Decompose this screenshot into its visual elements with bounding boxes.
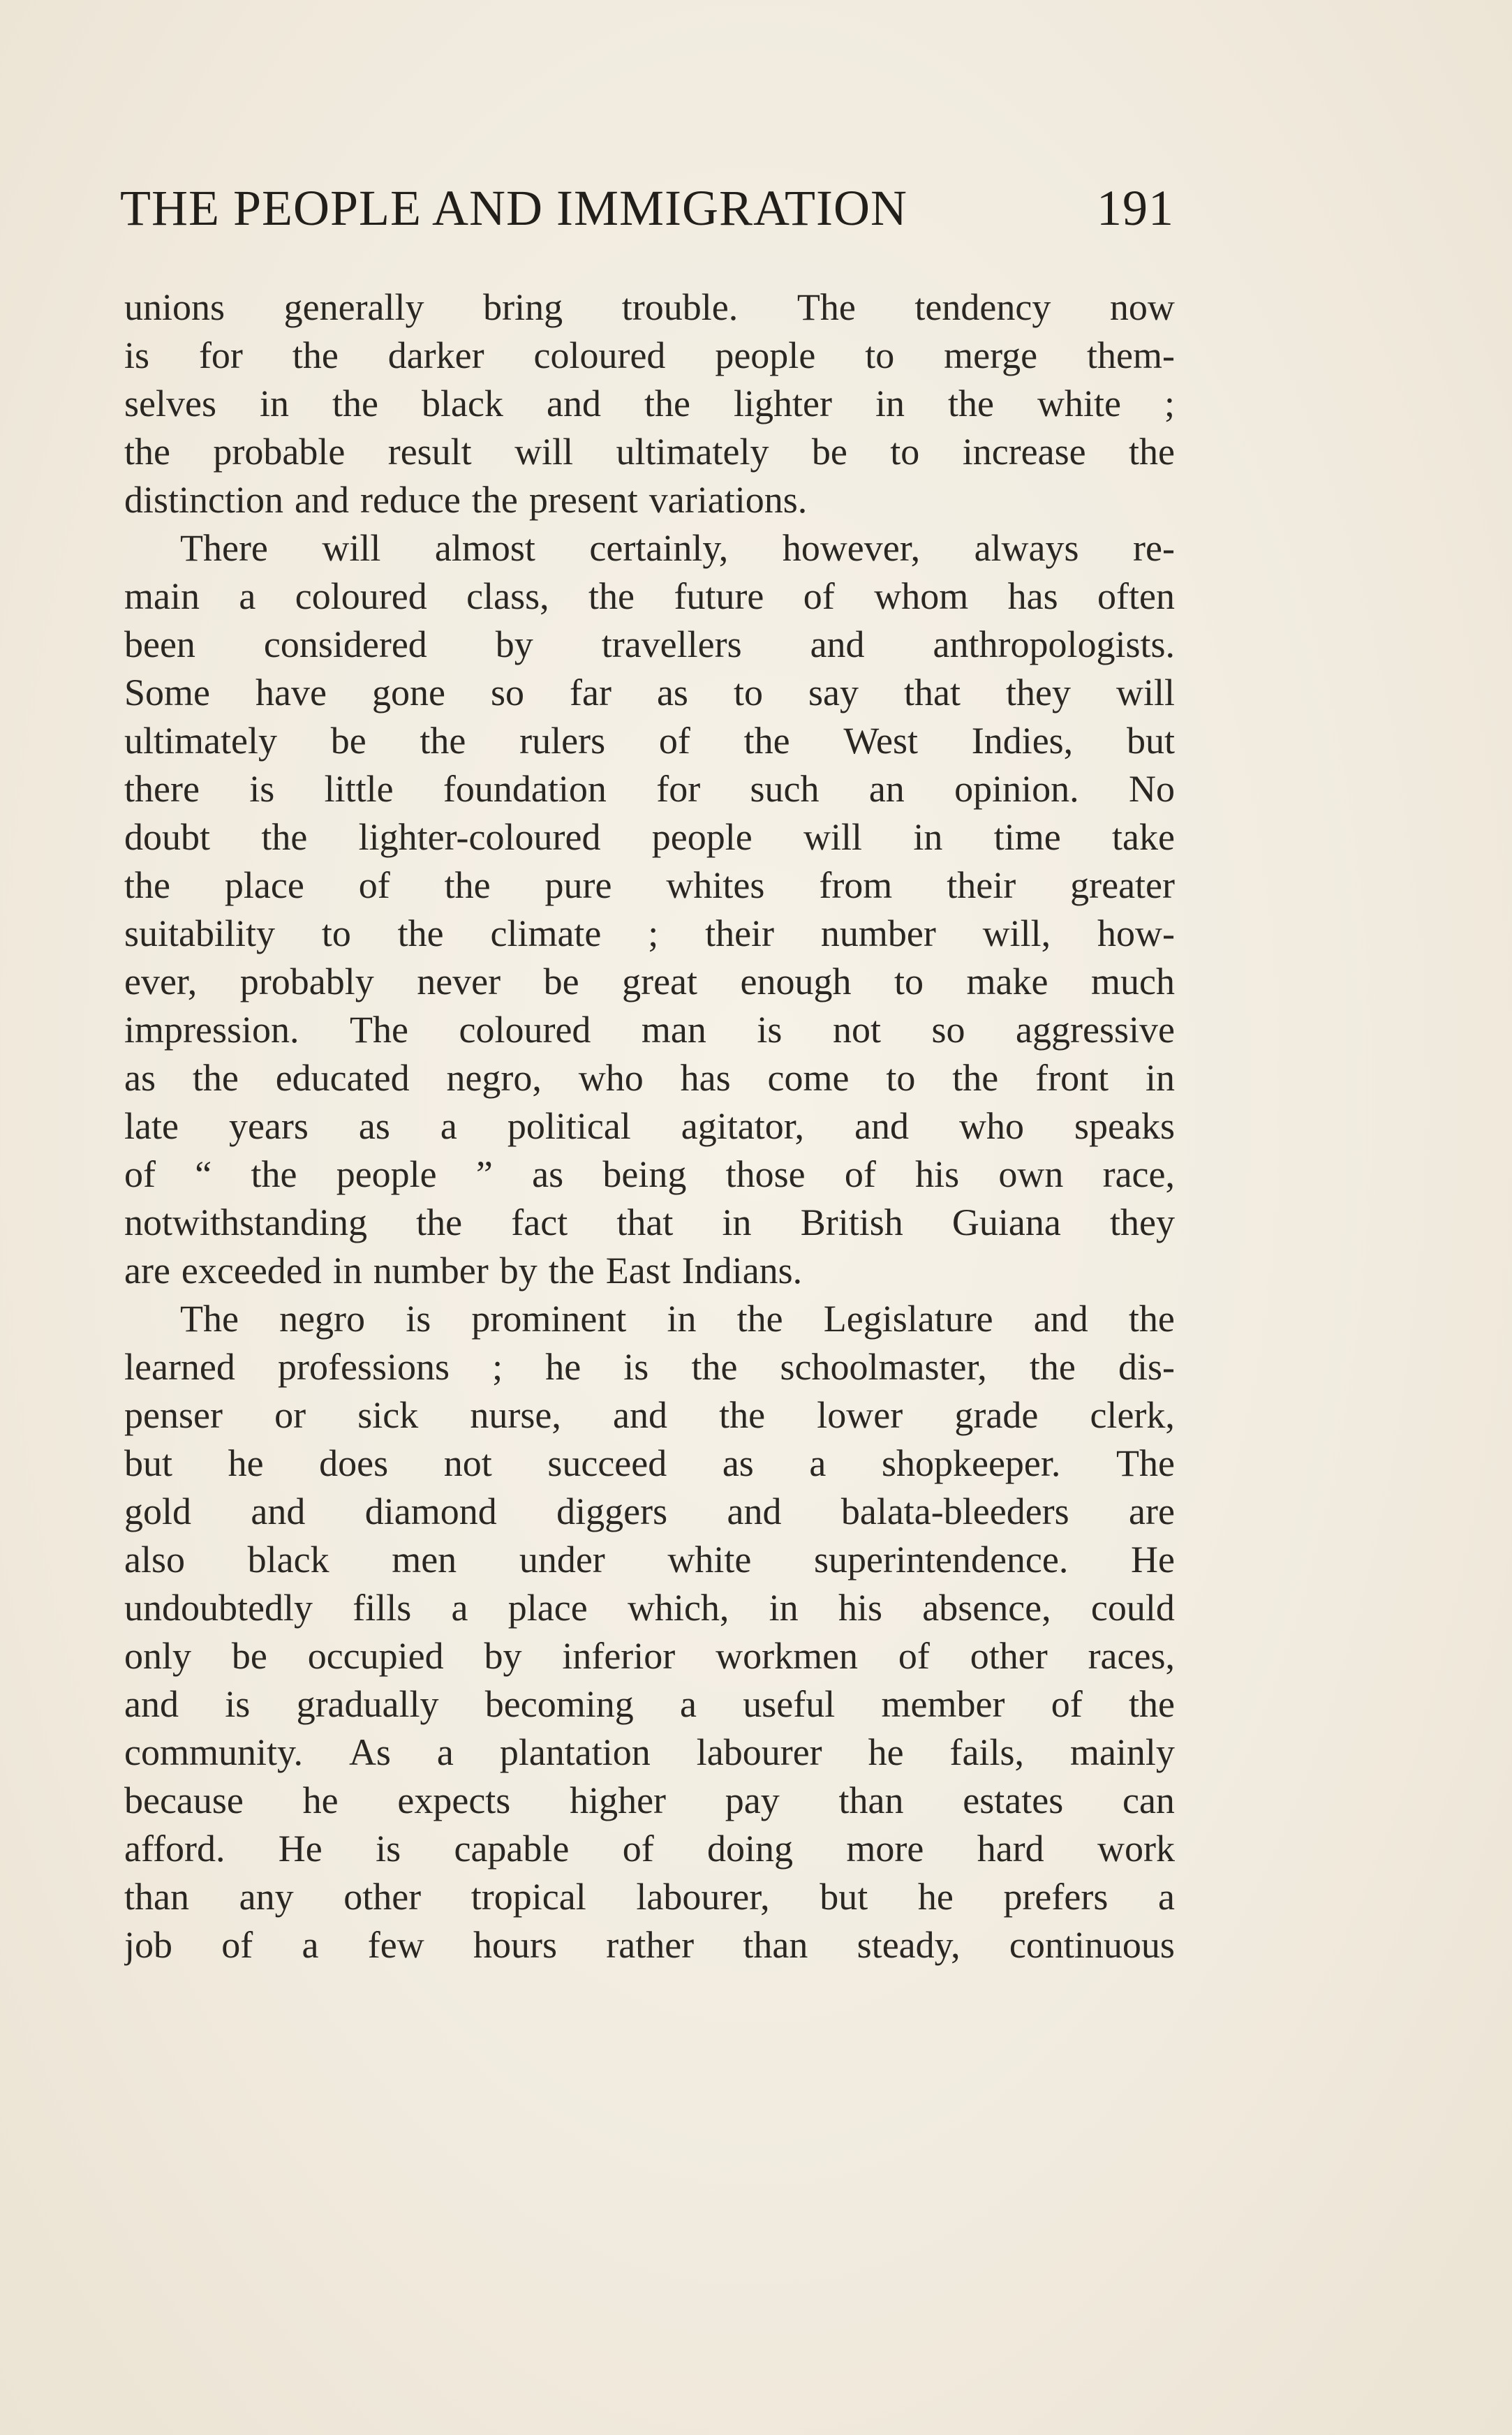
text-line: notwithstanding the fact that in British Guiana they — [124, 1201, 1175, 1243]
text-line: undoubtedly fills a place which, in his absence, could — [124, 1587, 1175, 1629]
text-line: of “ the people ” as being those of his own race, — [124, 1153, 1175, 1195]
text-line: but he does not succeed as a shopkeeper. The — [124, 1442, 1175, 1484]
running-title: THE PEOPLE AND IMMIGRATION — [120, 180, 907, 236]
text-line: suitability to the climate ; their number will, how- — [124, 912, 1175, 954]
text-line: job of a few hours rather than steady, continuous — [124, 1924, 1175, 1966]
paragraph — [124, 524, 1175, 1295]
running-header — [120, 180, 1174, 236]
text-line: are exceeded in number by the East Indians. — [124, 1250, 803, 1291]
text-line: impression. The coloured man is not so aggressive — [124, 1009, 1175, 1051]
text-line: afford. He is capable of doing more hard work — [124, 1828, 1175, 1870]
text-line: the place of the pure whites from their greater — [124, 864, 1175, 906]
page-number: 191 — [1097, 180, 1174, 236]
text-line: There will almost certainly, however, always re- — [180, 527, 1175, 569]
body-text — [124, 283, 1175, 1969]
paragraph — [124, 1295, 1175, 1969]
text-line: is for the darker coloured people to merge them- — [124, 334, 1175, 376]
text-line: selves in the black and the lighter in the white ; — [124, 383, 1175, 424]
text-line: because he expects higher pay than estates can — [124, 1779, 1175, 1821]
text-line: also black men under white superintendence. He — [124, 1539, 1175, 1581]
text-line: only be occupied by inferior workmen of other races, — [124, 1635, 1175, 1677]
text-line: than any other tropical labourer, but he prefers a — [124, 1876, 1175, 1918]
text-line: learned professions ; he is the schoolmaster, the dis- — [124, 1346, 1175, 1388]
text-line: main a coloured class, the future of whom has often — [124, 575, 1175, 617]
text-line: ever, probably never be great enough to make much — [124, 961, 1175, 1002]
text-line: community. As a plantation labourer he fails, mainly — [124, 1731, 1175, 1773]
text-line: The negro is prominent in the Legislature and the — [180, 1298, 1175, 1340]
text-line: the probable result will ultimately be to increase the — [124, 431, 1175, 473]
text-line: distinction and reduce the present variations. — [124, 479, 808, 521]
text-line: gold and diamond diggers and balata-bleeders are — [124, 1490, 1175, 1532]
text-line: and is gradually becoming a useful member of the — [124, 1683, 1175, 1725]
text-line: late years as a political agitator, and who speaks — [124, 1105, 1175, 1147]
text-line: Some have gone so far as to say that they will — [124, 672, 1175, 713]
text-line: penser or sick nurse, and the lower grade clerk, — [124, 1394, 1175, 1436]
text-line: doubt the lighter-coloured people will in time take — [124, 816, 1175, 858]
text-line: ultimately be the rulers of the West Indies, but — [124, 720, 1175, 762]
text-line: as the educated negro, who has come to the front in — [124, 1057, 1175, 1099]
text-line: been considered by travellers and anthropologists. — [124, 623, 1175, 665]
text-line: there is little foundation for such an opinion. No — [124, 768, 1175, 810]
paragraph — [124, 283, 1175, 524]
text-line: unions generally bring trouble. The tendency now — [124, 286, 1175, 328]
